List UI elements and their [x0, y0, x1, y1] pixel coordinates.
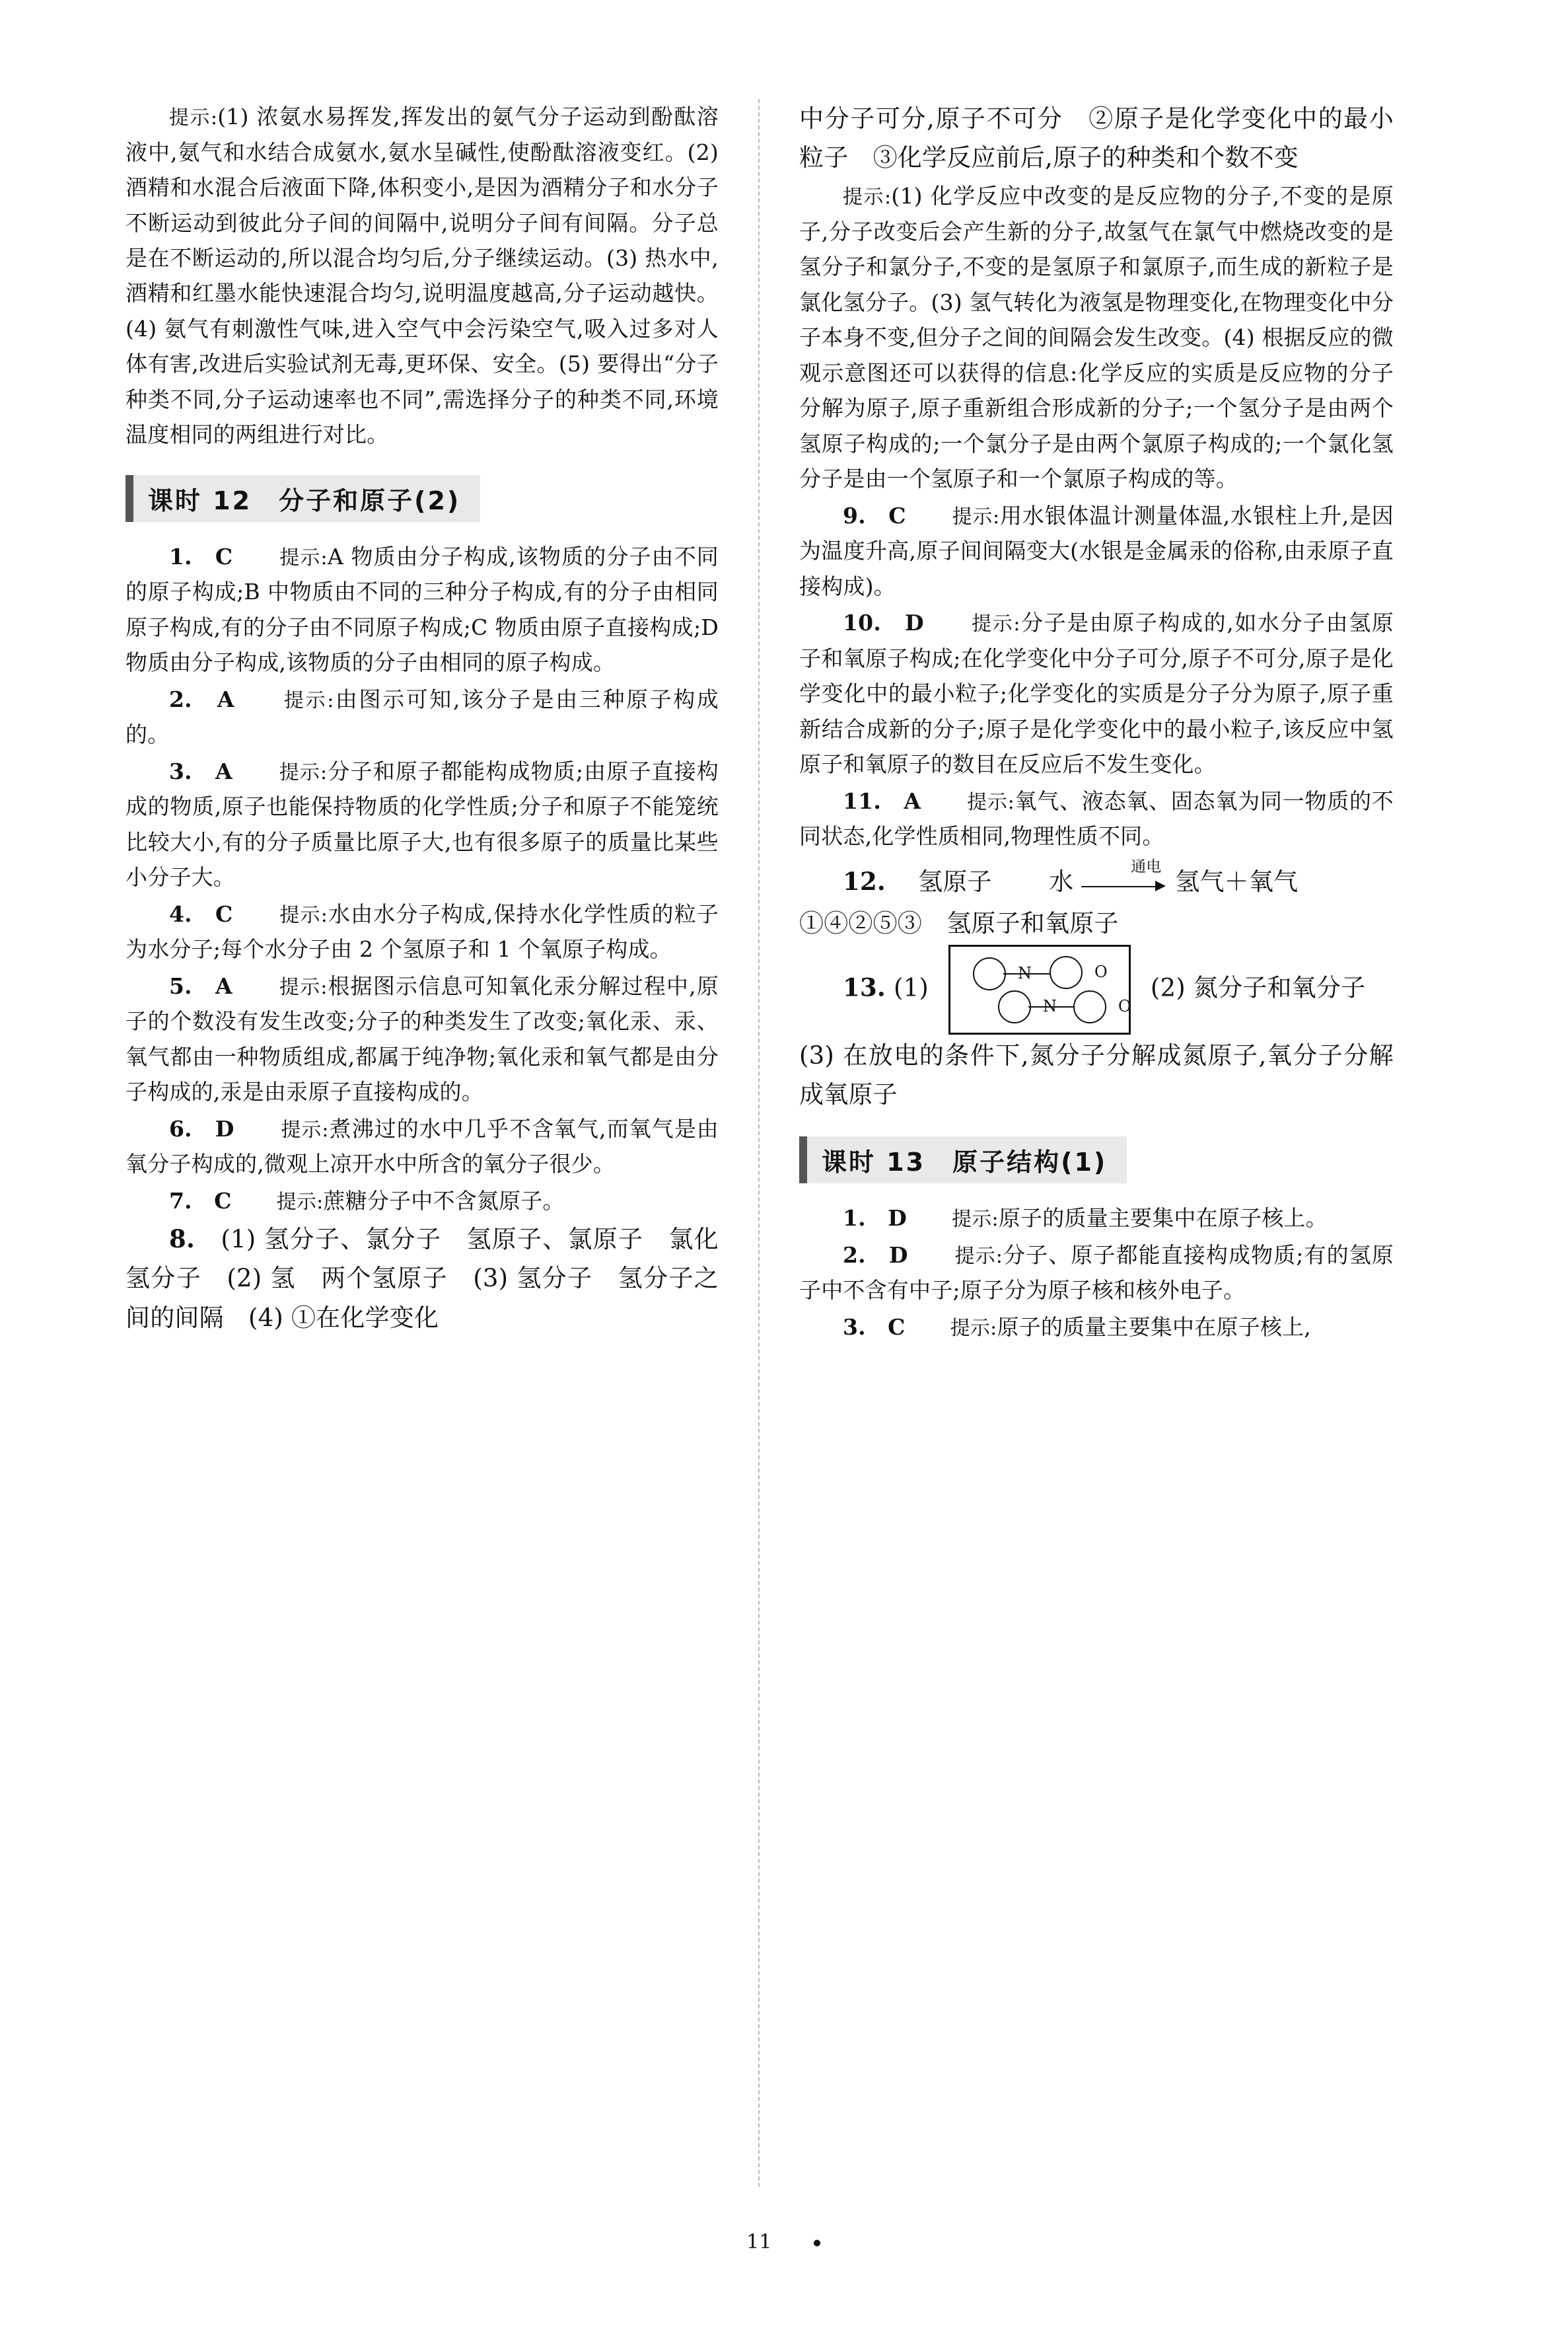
- item-number: 3.: [169, 758, 192, 784]
- item-answer: D: [888, 1241, 909, 1268]
- hint-label: 提示:: [972, 612, 1020, 636]
- item-answer: D: [904, 610, 925, 636]
- answer-item-8: [125, 1220, 719, 1337]
- hint-text: 煮沸过的水中几乎不含氧气,而氧气是由氧分子构成的,微观上凉开水中所含的氧分子很少。: [125, 1115, 719, 1177]
- hint-label: 提示:: [279, 760, 328, 784]
- hint-label: 提示:: [952, 505, 1000, 529]
- hint-label: 提示:: [279, 546, 328, 570]
- answer-item: [799, 1237, 1394, 1308]
- item-number: 13.: [843, 973, 886, 1002]
- item-answer: A: [215, 758, 234, 784]
- item-answer: C: [888, 1313, 907, 1340]
- atom-icon: O: [1073, 990, 1106, 1023]
- item-answer: C: [888, 502, 908, 529]
- hint-label: 提示:: [843, 186, 892, 209]
- two-column-layout: [125, 99, 1443, 2187]
- item-answer-text: (1) 氢分子、氯分子 氢原子、氯原子 氯化氢分子 (2) 氢 两个氢原子 (3) 氢分子 氢分子之间的间隔 (4) ①在化学变化: [125, 1225, 719, 1332]
- item-answer: D: [888, 1205, 908, 1231]
- molecule-diagram: [948, 945, 1131, 1035]
- right-column: [760, 99, 1394, 2187]
- answer-item: [125, 539, 719, 681]
- answer-item: [799, 1310, 1394, 1345]
- item-number: 4.: [169, 901, 192, 927]
- answer-item: [125, 969, 719, 1110]
- item-number: 6.: [169, 1115, 192, 1142]
- item-number: 7.: [169, 1187, 192, 1214]
- item12-reactant: 水: [1049, 867, 1074, 896]
- hint-text: 氧气、液态氧、固态氧为同一物质的不同状态,化学性质相同,物理性质不同。: [799, 788, 1394, 850]
- answer-item-13: [799, 945, 1394, 1035]
- item13-label1: (1): [893, 973, 929, 1002]
- answer-item: [799, 1200, 1394, 1236]
- page-footer: [0, 2231, 1568, 2254]
- item-number: 1.: [843, 1205, 866, 1231]
- answer-item: [799, 605, 1394, 782]
- hint-text: 原子的质量主要集中在原子核上,: [997, 1313, 1311, 1340]
- arrow-head: [1155, 881, 1166, 891]
- hint-text: 原子的质量主要集中在原子核上。: [998, 1205, 1328, 1231]
- hint-label: 提示:: [279, 903, 328, 927]
- answer-item-12: [799, 858, 1394, 903]
- item-number: 12.: [843, 866, 886, 896]
- hint-label: 提示:: [284, 688, 334, 712]
- section-heading-lesson12: [125, 475, 719, 522]
- atom-icon: O: [1050, 956, 1083, 989]
- answer-item: [125, 754, 719, 895]
- footer-dot-icon: [814, 2240, 820, 2246]
- hint-text: 由图示可知,该分子是由三种原子构成的。: [125, 686, 719, 748]
- hint-text: 水由水分子构成,保持水化学性质的粒子为水分子;每个水分子由 2 个氢原子和 1 个氧原子构成。: [125, 901, 719, 963]
- item-answer: C: [215, 901, 234, 927]
- answer-item: [125, 682, 719, 753]
- hint-text: 分子是由原子构成的,如水分子由氢原子和氧原子构成;在化学变化中分子可分,原子不可分,原子是化学变化中的最小粒子;化学变化的实质是分子分为原子,原子重新结合成新的分子;原子是化学变化中的最小粒子,该反应中氢原子和氧原子的数目在反应后不发生变化。: [799, 610, 1394, 778]
- item13-label2: (2) 氮分子和氧分子: [1150, 973, 1366, 1002]
- hint-text: (1) 浓氨水易挥发,挥发出的氨气分子运动到酚酞溶液中,氨气和水结合成氨水,氨水呈碱性,使酚酞溶液变红。(2) 酒精和水混合后液面下降,体积变小,是因为酒精分子和水分子不断运动到彼此分子间的间隔中,说明分子间有间隔。分子总是在不断运动的,所以混合均匀后,分子继续运动。(3) 热水中,酒精和红墨水能快速混合均匀,说明温度越高,分子运动越快。(4) 氨气有刺激性气味,进入空气中会污染空气,吸入过多对人体有害,改进后实验试剂无毒,更环保、安全。(5) 要得出“分子种类不同,分子运动速率也不同”,需选择分子的种类不同,环境温度相同的两组进行对比。: [125, 104, 719, 448]
- hint-text: 根据图示信息可知氧化汞分解过程中,原子的个数没有发生改变;分子的种类发生了改变;氧化汞、汞、氧气都由一种物质组成,都属于纯净物;氧化汞和氧气都是由分子构成的,汞是由汞原子直接构成的。: [125, 973, 719, 1105]
- item-answer: C: [214, 1187, 233, 1214]
- continuation-paragraph: 中分子可分,原子不可分 ②原子是化学变化中的最小粒子 ③化学反应前后,原子的种类和个数不变: [799, 104, 1394, 172]
- item-number: 3.: [843, 1313, 866, 1340]
- hint-label: 提示:: [281, 1118, 329, 1142]
- hint-label: 提示:: [169, 106, 218, 129]
- answer-item: [799, 784, 1394, 854]
- hint-paragraph: [799, 178, 1394, 496]
- hint-label: 提示:: [279, 975, 328, 999]
- item-number: 2.: [169, 686, 192, 712]
- atom-icon: N: [998, 990, 1031, 1023]
- item-number: 8.: [169, 1224, 196, 1254]
- hint-label: 提示:: [954, 1244, 1003, 1268]
- hint-text: 蔗糖分子中不含氮原子。: [323, 1187, 565, 1214]
- hint-text: 分子和原子都能构成物质;由原子直接构成的物质,原子也能保持物质的化学性质;分子和原子不能笼统比较大小,有的分子质量比原子大,也有很多原子的质量比某些小分子大。: [125, 758, 719, 891]
- item-number: 10.: [843, 610, 882, 636]
- answer-item: [799, 498, 1394, 605]
- hint-paragraph: [125, 99, 719, 453]
- item13-label3: (3) 在放电的条件下,氮分子分解成氮原子,氧分子分解成氧原子: [799, 1041, 1394, 1109]
- arrow-condition-label: 通电: [1131, 858, 1162, 876]
- item-answer: A: [215, 973, 234, 999]
- answer-item: [125, 1183, 719, 1219]
- hint-label: 提示:: [952, 1208, 999, 1231]
- left-column: [125, 99, 760, 2187]
- hint-label: 提示:: [950, 1316, 997, 1340]
- reaction-arrow-icon: [1081, 858, 1167, 898]
- atom-icon: N: [973, 957, 1006, 990]
- item-number: 11.: [843, 788, 882, 814]
- hint-label: 提示:: [276, 1190, 324, 1214]
- answer-item: [125, 897, 719, 967]
- answer-item: [125, 1111, 719, 1182]
- hint-text: 分子、原子都能直接构成物质;有的氢原子中不含有中子;原子分为原子核和核外电子。: [799, 1241, 1394, 1304]
- section-heading-lesson13: [799, 1136, 1394, 1183]
- item-number: 1.: [169, 543, 192, 570]
- item-answer: A: [904, 788, 922, 814]
- page-number: 11: [746, 2231, 772, 2254]
- item-answer: A: [217, 686, 236, 712]
- hint-text: 用水银体温计测量体温,水银柱上升,是因为温度升高,原子间间隔变大(水银是金属汞的俗称,由汞原子直接构成)。: [799, 502, 1394, 599]
- item12-part1: 氢原子: [918, 867, 992, 896]
- hint-text: A 物质由分子构成,该物质的分子由不同的原子构成;B 中物质由不同的三种分子构成,有的分子由相同原子构成,有的分子由不同原子构成;C 物质由原子直接构成;D 物质由分子构成,该物质的分子由相同的原子构成。: [125, 543, 719, 676]
- item12-products: 氢气＋氧气: [1175, 867, 1299, 896]
- item-number: 5.: [169, 973, 192, 999]
- item-answer: C: [215, 543, 234, 570]
- arrow-shaft: [1081, 886, 1158, 887]
- item-number: 9.: [843, 502, 866, 529]
- item12-part2: ①④②⑤③ 氢原子和氧原子: [799, 909, 1119, 938]
- item-number: 2.: [843, 1241, 866, 1268]
- section-heading-lesson12-label: 课时 12 分子和原子(2): [125, 475, 480, 522]
- hint-label: 提示:: [967, 790, 1015, 814]
- hint-text: (1) 化学反应中改变的是反应物的分子,不变的是原子,分子改变后会产生新的分子,故氢气在氯气中燃烧改变的是氢分子和氯分子,不变的是氢原子和氯原子,而生成的新粒子是氯化氢分子。(3) 氢气转化为液氢是物理变化,在物理变化中分子本身不变,但分子之间的间隔会发生改变。(4) 根据反应的微观示意图还可以获得的信息:化学反应的实质是反应物的分子分解为原子,原子重新组合形成新的分子;一个氢分子是由两个氢原子构成的;一个氯分子是由两个氯原子构成的;一个氯化氢分子是由一个氢原子和一个氯原子构成的等。: [799, 183, 1394, 492]
- section-heading-lesson13-label: 课时 13 原子结构(1): [799, 1136, 1127, 1183]
- item-answer: D: [215, 1115, 236, 1142]
